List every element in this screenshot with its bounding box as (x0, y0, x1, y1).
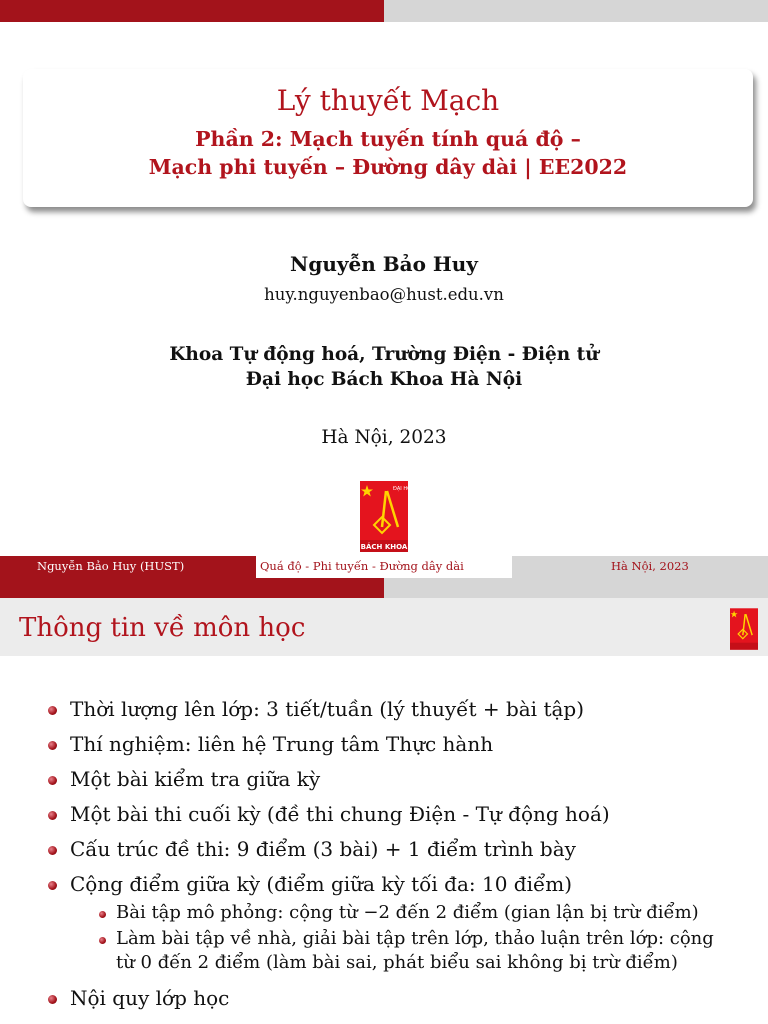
slide-footer (0, 556, 768, 578)
slide-title: Lý thuyết Mạch (276, 84, 500, 117)
list-item: Thí nghiệm: liên hệ Trung tâm Thực hành (70, 732, 494, 756)
top-bar-red (0, 0, 384, 22)
list-item: Thời lượng lên lớp: 3 tiết/tuần (lý thuyết + bài tập) (70, 697, 585, 721)
logo-top-text: ĐẠI HỌC (393, 486, 415, 492)
sub-bullet-icon (99, 911, 106, 918)
sub-list-item-continuation: từ 0 đến 2 điểm (làm bài sai, phát biểu sai không bị trừ điểm) (116, 952, 678, 973)
slide2-top-bar-gray (384, 578, 768, 598)
sub-bullet-icon (99, 937, 106, 944)
sub-list-item: Làm bài tập về nhà, giải bài tập trên lớp, thảo luận trên lớp: cộng (116, 928, 714, 949)
author-email: huy.nguyenbao@hust.edu.vn (264, 285, 504, 304)
slide-subtitle-line1: Phần 2: Mạch tuyến tính quá độ – (195, 127, 581, 151)
list-item: Cộng điểm giữa kỳ (điểm giữa kỳ tối đa: 10 điểm) (70, 872, 573, 896)
bullet-icon (48, 706, 57, 715)
top-bar (0, 0, 768, 22)
list-item: Nội quy lớp học (70, 986, 230, 1010)
institute (0, 342, 768, 392)
bullet-icon (48, 741, 57, 750)
bullet-icon (48, 776, 57, 785)
hust-logo-small (730, 608, 758, 650)
title-box (23, 69, 753, 207)
footer-left-box (0, 556, 256, 578)
footer-right-box (512, 556, 768, 578)
frame-title-bar (0, 598, 768, 656)
footer-author: Nguyễn Bảo Huy (HUST) (37, 559, 185, 573)
bullet-icon (48, 995, 57, 1004)
slide-subtitle-line2: Mạch phi tuyến – Đường dây dài | EE2022 (148, 155, 628, 179)
frame-title: Thông tin về môn học (19, 613, 306, 643)
slide2-top-bar-red (0, 578, 384, 598)
hust-logo (360, 481, 415, 552)
presentation-date: Hà Nội, 2023 (321, 427, 447, 448)
author-name: Nguyễn Bảo Huy (290, 252, 478, 276)
list-item: Cấu trúc đề thi: 9 điểm (3 bài) + 1 điểm trình bày (70, 837, 576, 861)
bullet-icon (48, 846, 57, 855)
institute-line2: Đại học Bách Khoa Hà Nội (245, 369, 523, 390)
logo-bottom-text: BÁCH KHOA (360, 543, 408, 551)
bullet-icon (48, 881, 57, 890)
institute-line1: Khoa Tự động hoá, Trường Điện - Điện tử (169, 344, 599, 365)
list-item: Một bài kiểm tra giữa kỳ (70, 767, 321, 791)
footer-date: Hà Nội, 2023 (611, 559, 689, 573)
sub-list-item: Bài tập mô phỏng: cộng từ −2 đến 2 điểm (gian lận bị trừ điểm) (116, 902, 699, 923)
top-bar-gray (384, 0, 768, 22)
slide2-top-bar (0, 578, 768, 598)
footer-title: Quá độ - Phi tuyến - Đường dây dài (260, 559, 464, 573)
bullet-icon (48, 811, 57, 820)
footer-center-box (256, 556, 512, 578)
list-item: Một bài thi cuối kỳ (đề thi chung Điện - Tự động hoá) (70, 802, 610, 826)
